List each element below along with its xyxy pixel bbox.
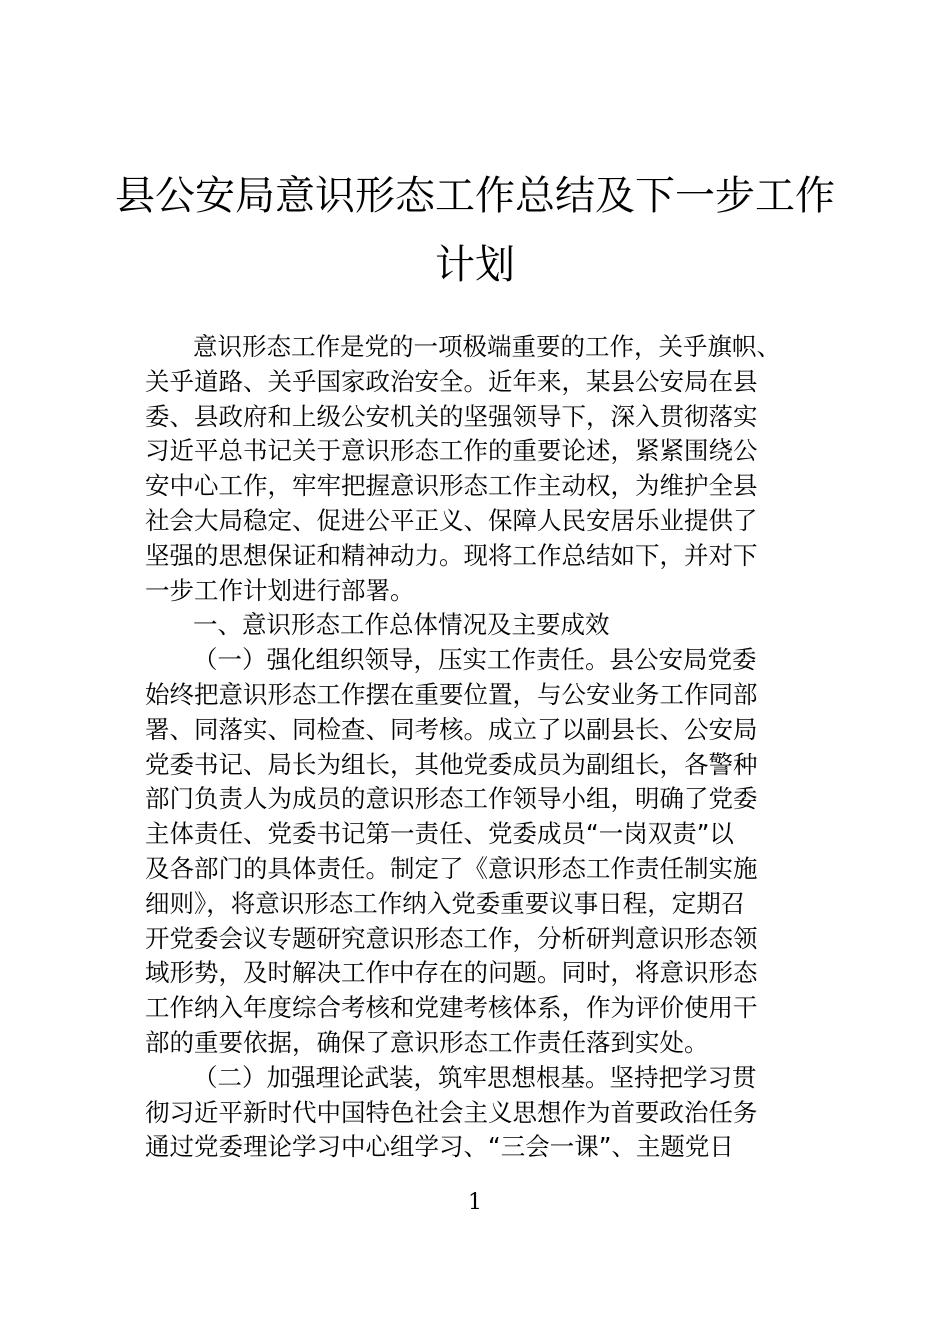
paragraph-line: 坚强的思想保证和精神动力。现将工作总结如下，并对下: [145, 540, 758, 570]
paragraph-line: 委、县政府和上级公安机关的坚强领导下，深入贯彻落实: [145, 401, 758, 431]
paragraph-line: 社会大局稳定、促进公平正义、保障人民安居乐业提供了: [145, 505, 758, 535]
paragraph-line: （二）加强理论武装，筑牢思想根基。坚持把学习贯: [193, 1062, 757, 1092]
paragraph-line: 安中心工作，牢牢把握意识形态工作主动权，为维护全县: [145, 471, 758, 501]
paragraph-line: 意识形态工作是党的一项极端重要的工作，关乎旗帜、: [193, 332, 781, 361]
paragraph-line: 部的重要依据，确保了意识形态工作责任落到实处。: [145, 1027, 709, 1057]
paragraph-line: 始终把意识形态工作摆在重要位置，与公安业务工作同部: [145, 679, 758, 709]
paragraph-line: 关乎道路、关乎国家政治安全。近年来，某县公安局在县: [145, 366, 758, 396]
paragraph-line: 细则》，将意识形态工作纳入党委重要议事日程，定期召: [145, 888, 746, 918]
paragraph-line: 开党委会议专题研究意识形态工作，分析研判意识形态领: [145, 923, 758, 953]
document-title-line-2: 计划: [435, 242, 515, 288]
paragraph-line: 通过党委理论学习中心组学习、“三会一课”、主题党日: [145, 1132, 734, 1162]
document-title-line-1: 县公安局意识形态工作总结及下一步工作: [115, 173, 835, 219]
paragraph-line: 彻习近平新时代中国特色社会主义思想作为首要政治任务: [145, 1097, 758, 1127]
document-body: [145, 330, 815, 1165]
paragraph-line: 工作纳入年度综合考核和党建考核体系，作为评价使用干: [145, 993, 758, 1023]
paragraph-line: （一）强化组织领导，压实工作责任。县公安局党委: [193, 645, 757, 675]
paragraph-line: 一步工作计划进行部署。: [145, 575, 415, 605]
paragraph-line: 及各部门的具体责任。制定了《意识形态工作责任制实施: [145, 853, 758, 883]
paragraph-line: 署、同落实、同检查、同考核。成立了以副县长、公安局: [145, 714, 758, 744]
paragraph-line: 域形势，及时解决工作中存在的问题。同时，将意识形态: [145, 958, 758, 988]
paragraph-line: 党委书记、局长为组长，其他党委成员为副组长，各警种: [145, 749, 758, 779]
paragraph-line: 习近平总书记关于意识形态工作的重要论述，紧紧围绕公: [145, 436, 758, 466]
page-number: 1: [468, 1190, 482, 1215]
paragraph-line: 主体责任、党委书记第一责任、党委成员“一岗双责”以: [145, 819, 734, 849]
section-heading: 一、意识形态工作总体情况及主要成效: [193, 610, 610, 640]
paragraph-line: 部门负责人为成员的意识形态工作领导小组，明确了党委: [145, 784, 758, 814]
